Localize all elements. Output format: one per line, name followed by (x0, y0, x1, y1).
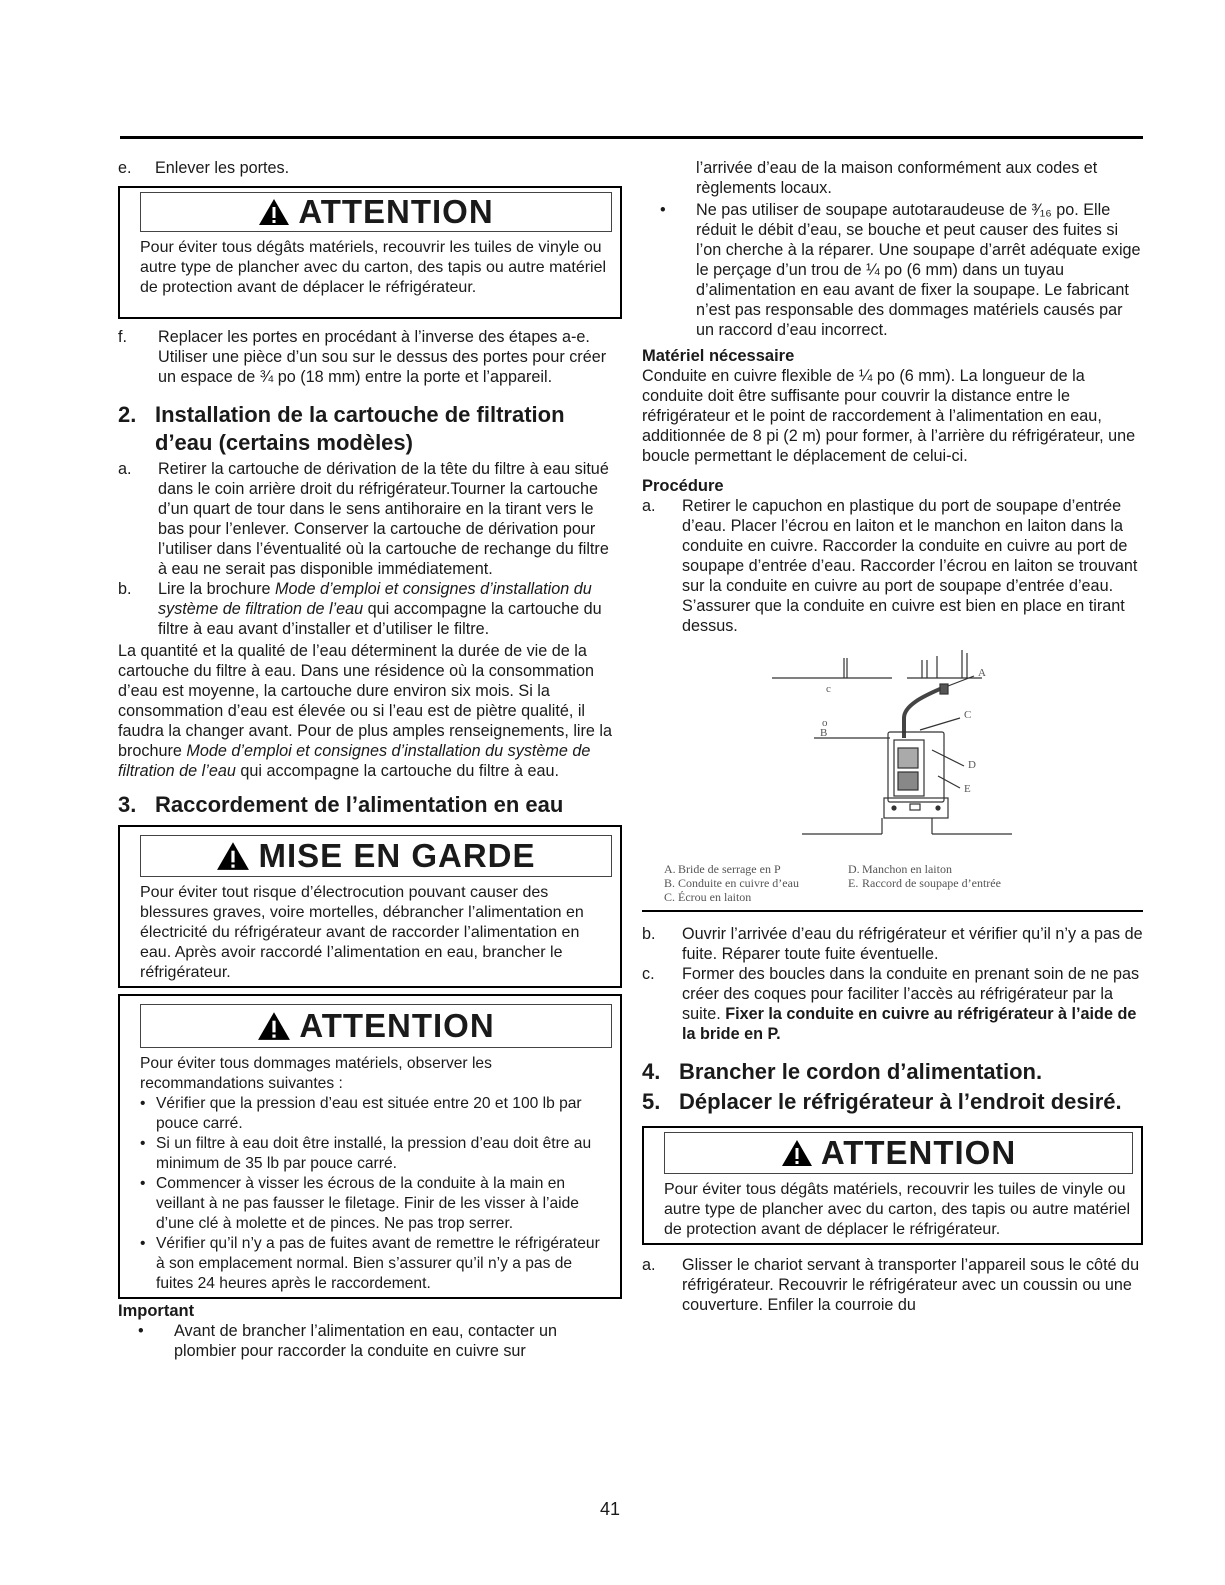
attention-box-3 (642, 1126, 1143, 1245)
important-bullet: • Avant de brancher l’alimentation en eau, contacter un plombier pour raccorder la conduite en cuivre sur (138, 1322, 558, 1360)
step-b: b. Ouvrir l’arrivée d’eau du réfrigérateur et vérifier qu’il n’y a pas de fuite. Réparer toute fuite éventuelle. (642, 925, 1143, 963)
figure-label-a: A (978, 667, 986, 679)
attention-bullet: • Vérifier qu’il n’y a pas de fuites avant de remettre le réfrigérateur à son emplacement normal. Bien s’assurer qu’il n’y a pas de fuites 24 heures après le raccordement. (140, 1235, 600, 1292)
header-rule (120, 136, 1143, 139)
attention-title: ATTENTION (820, 1134, 1017, 1171)
svg-text:o: o (822, 717, 828, 729)
materiel-text: Conduite en cuivre flexible de ¼ po (6 mm). La longueur de la conduite doit être suffisante pour couvrir la distance entre le réfrigérateur et le point de raccordement à l’alimentation en eau, additionnée de 8 pi (2 m) pour former, à l’arrière du réfrigérateur, une boucle permettant le déplacement de celui-ci. (642, 367, 1136, 465)
attention-title: ATTENTION (299, 1007, 495, 1044)
procedure-heading: Procédure (642, 477, 724, 495)
warning-triangle-icon (781, 1139, 813, 1167)
procedure-step-a: a. Retirer le capuchon en plastique du port de soupape d’entrée d’eau. Placer l’écrou en laiton et le manchon en laiton dans la conduite en cuivre. Raccorder la conduite en cuivre au port de soupape d’entrée d’eau. Raccorder l’écrou en laiton se trouvant sur la conduite en cuivre au port de soupape d’entrée d’eau. S’assurer que la conduite en cuivre est bien en place en tirant dessus. (642, 497, 1138, 635)
attention-bullet: • Vérifier que la pression d’eau est située entre 20 et 100 lb par pouce carré. (140, 1095, 582, 1132)
warning-triangle-icon (216, 841, 250, 871)
attention-box-2 (118, 994, 622, 1299)
attention-text: Pour éviter tous dégâts matériels, recouvrir les tuiles de vinyle ou autre type de plancher avec du carton, des tapis ou autre matériel de protection avant de déplacer le réfrigérateur. (664, 1181, 1131, 1238)
step-2b: b. Lire la brochure Mode d’emploi et consignes d’installation du système de filtration de l’eau qui accompagne la cartouche du filtre à eau avant d’installer et d’utiliser le filtre. (118, 580, 602, 638)
water-connection-figure (642, 648, 1143, 858)
figure-label-c: C (964, 709, 972, 721)
warning-box (118, 825, 622, 988)
attention-title: ATTENTION (298, 193, 494, 230)
section-2-heading: 2. Installation de la cartouche de filtration d’eau (certains modèles) (118, 402, 565, 455)
section-3-heading: 3. Raccordement de l’alimentation en eau (118, 792, 564, 817)
figure-label-b: B (820, 727, 828, 739)
attention-box-1 (118, 186, 622, 319)
attention-intro: Pour éviter tous dommages matériels, observer les recommandations suivantes : (140, 1055, 492, 1092)
continued-text: l’arrivée d’eau de la maison conformément aux codes et règlements locaux. (696, 159, 1098, 197)
attention-text: Pour éviter tous dégâts matériels, recouvrir les tuiles de vinyle ou autre type de plancher avec du carton, des tapis ou autre matériel de protection avant de déplacer le réfrigérateur. (140, 239, 607, 296)
attention-bullet: • Si un filtre à eau doit être installé, la pression d’eau doit être au minimum de 35 lb par pouce carré. (140, 1135, 592, 1172)
attention-banner (664, 1132, 1133, 1174)
attention-banner (140, 1004, 612, 1048)
step-f: f. Replacer les portes en procédant à l’inverse des étapes a-e. Utiliser une pièce d’un sou sur le dessus des portes pour créer un espace de ¾ po (18 mm) entre la porte et l’appareil. (118, 328, 607, 386)
important-heading: Important (118, 1302, 195, 1320)
warning-text: Pour éviter tout risque d’électrocution pouvant causer des blessures graves, voire mortelles, débrancher l’alimentation en électricité du réfrigérateur avant de raccorder l’alimentation en eau. Après avoir raccordé l’alimentation en eau, brancher le réfrigérateur. (140, 884, 584, 981)
warning-triangle-icon (258, 198, 290, 226)
section-5-heading: 5. Déplacer le réfrigérateur à l’endroit desiré. (642, 1089, 1122, 1114)
attention-bullet: • Commencer à visser les écrous de la conduite à la main en veillant à ne pas fausser le filetage. Finir de les visser à l’aide d’une clé à molette et de pinces. Ne pas trop serrer. (140, 1175, 579, 1232)
step-5a: a. Glisser le chariot servant à transporter l’appareil sous le côté du réfrigérateur. Recouvrir le réfrigérateur avec un coussin ou une couverture. Enfiler la courroie du (642, 1256, 1140, 1314)
attention-banner (140, 192, 612, 232)
warning-banner (140, 835, 612, 877)
figure-legend: A. Bride de serrage en P D. Manchon en laiton B. Conduite en cuivre d’eau E. Raccord de soupape d’entrée C. Écrou en laiton (664, 862, 1001, 904)
svg-text:c: c (826, 683, 831, 695)
section-4-heading: 4. Brancher le cordon d’alimentation. (642, 1059, 1043, 1084)
figure-label-e: E (964, 783, 971, 795)
right-column (642, 158, 1143, 1315)
step-c: c. Former des boucles dans la conduite en prenant soin de ne pas créer des coques pour faciliter l’accès au réfrigérateur par la suite. Fixer la conduite en cuivre au réfrigérateur à l’aide de la bride en P. (642, 965, 1140, 1043)
warning-title: MISE EN GARDE (258, 837, 536, 874)
materiel-heading: Matériel nécessaire (642, 347, 795, 365)
step-2a: a. Retirer la cartouche de dérivation de la tête du filtre à eau situé dans le coin arrière droit du réfrigérateur.Tourner la cartouche d’un quart de tour dans le sens antihoraire en la tirant vers le bas pour l’enlever. Conserver la cartouche de dérivation pour l’utiliser dans l’éventualité où la cartouche de rechange du filtre à eau ne serait pas disponible immédiatement. (118, 460, 609, 578)
figure-rule (642, 910, 1143, 912)
step-e: e. Enlever les portes. (118, 159, 290, 177)
page-number: 41 (600, 1499, 621, 1519)
water-quality-paragraph: La quantité et la qualité de l’eau déterminent la durée de vie de la cartouche du filtre à eau. Dans une résidence où la consommation d’eau est moyenne, la cartouche dure environ six mois. Si la consommation d’eau est élevée ou si l’eau est de piètre qualité, il faudra la changer avant. Pour de plus amples renseignements, lire la brochure Mode d’emploi et consignes d’installation du système de filtration de l’eau qui accompagne la cartouche du filtre à eau. (118, 642, 613, 780)
warning-triangle-icon (257, 1011, 291, 1041)
figure-label-d: D (968, 759, 976, 771)
left-column (118, 158, 622, 1361)
valve-bullet: • Ne pas utiliser de soupape autotaraudeuse de ³⁄₁₆ po. Elle réduit le débit d’eau, se bouche et peut causer des fuites si l’on cherche à la réparer. Une soupape d’arrêt adéquate exige le perçage d’un trou de ¼ po (6 mm) dans un tuyau d’alimentation en eau avant de fixer la soupape. Le fabricant n’est pas responsable des dommages matériels causés par un raccord d’eau incorrect. (660, 201, 1141, 339)
